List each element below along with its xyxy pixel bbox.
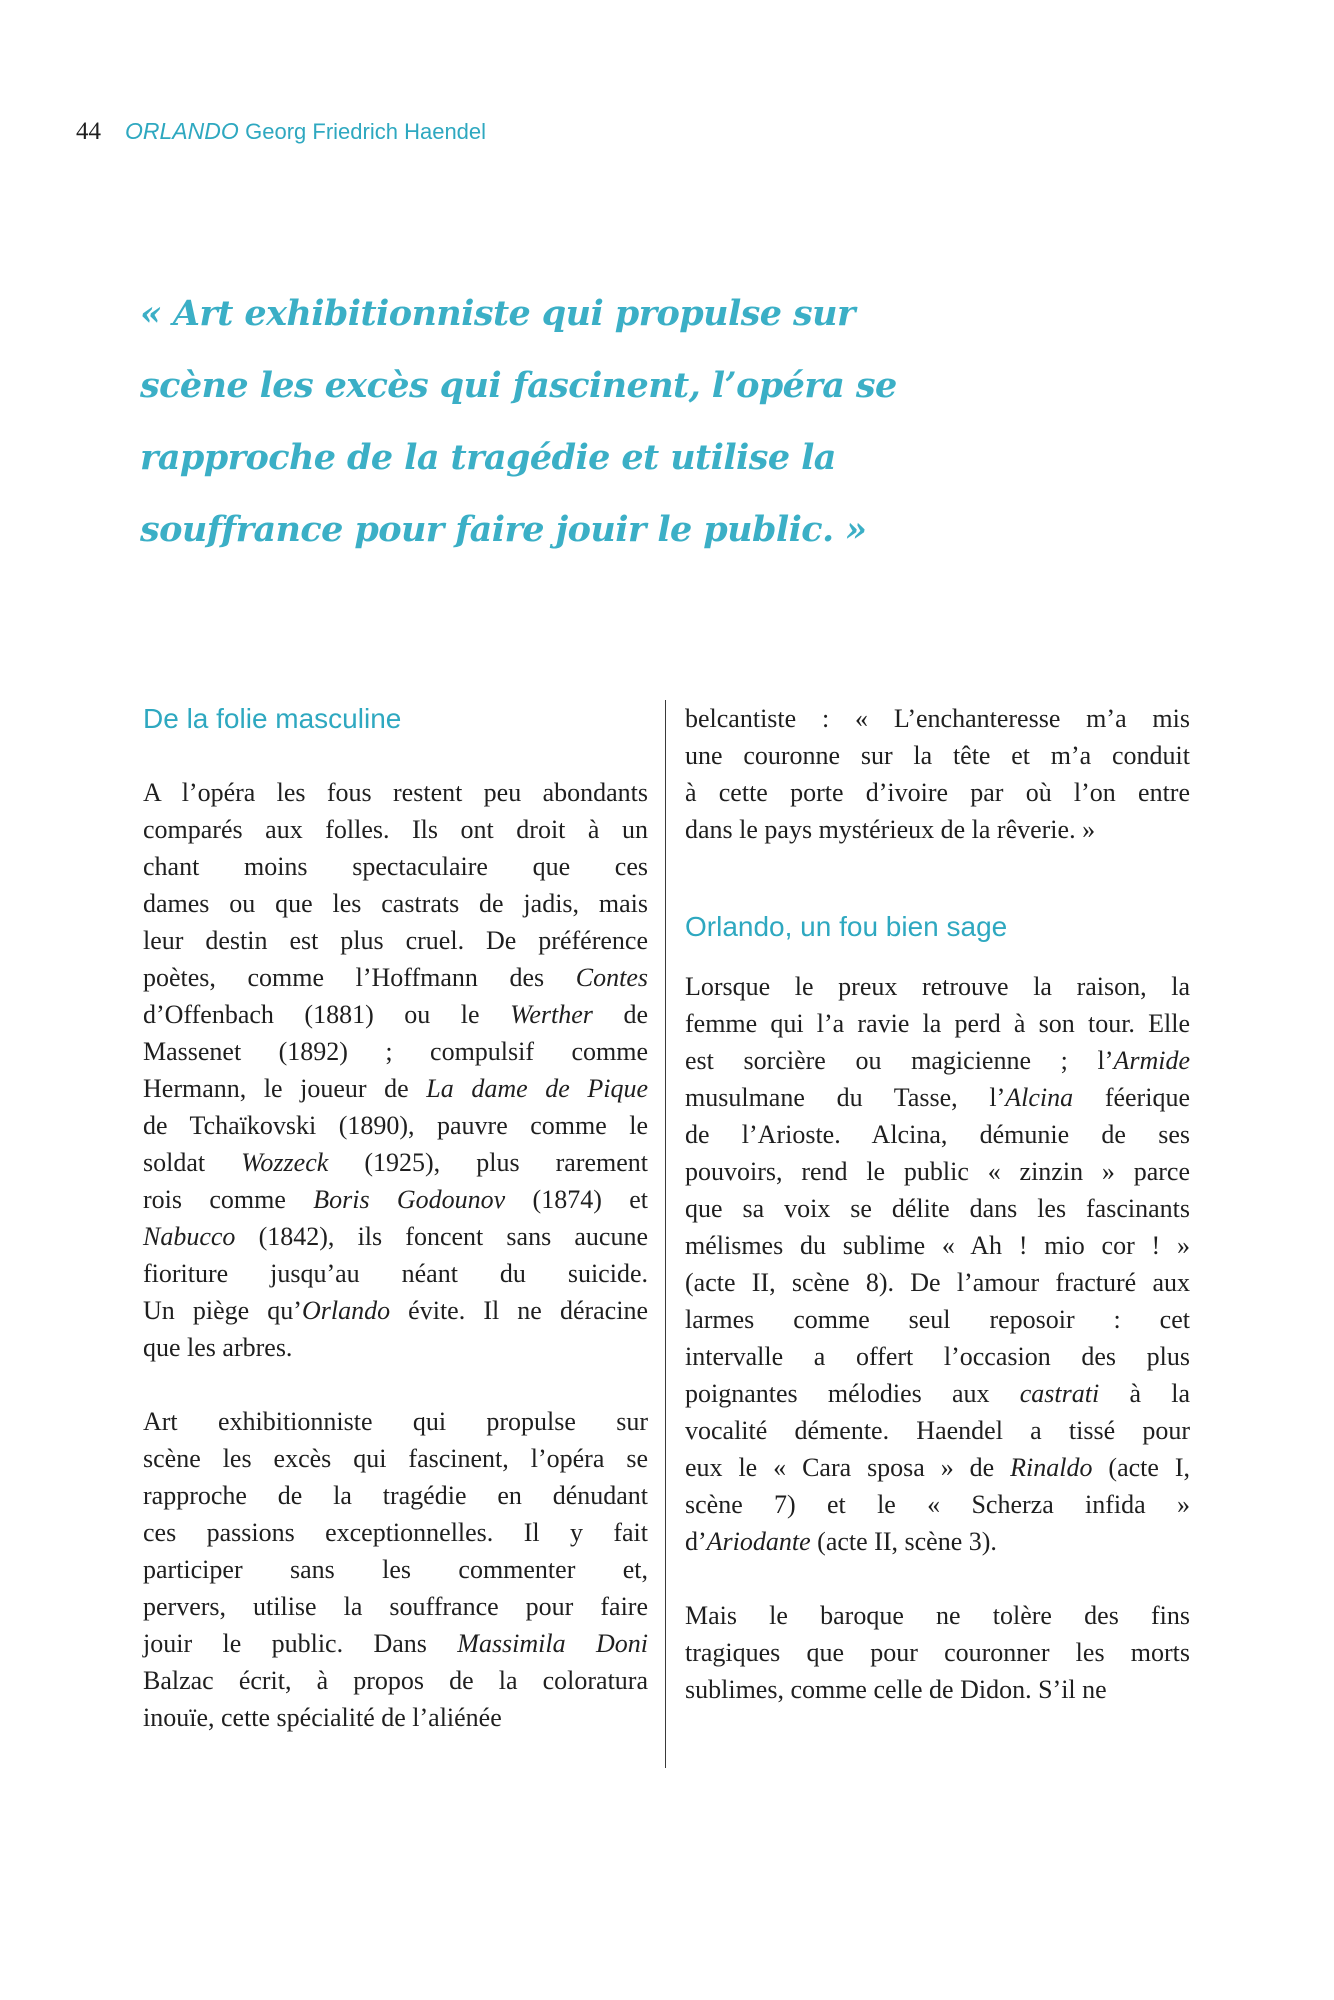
text-segment: d’Offenbach (1881) ou le (143, 1000, 511, 1029)
text-line: intervalle a offert l’occasion des plus (685, 1342, 1190, 1371)
text-line (685, 1523, 1190, 1560)
text-line: Art exhibitionniste qui propulse sur (143, 1407, 648, 1436)
text-line (143, 959, 648, 996)
text-line (143, 1292, 648, 1329)
text-segment: de (592, 1000, 648, 1029)
text-line: fioriture jusqu’au néant du suicide. (143, 1259, 648, 1288)
paragraph (685, 1597, 1190, 1708)
text-line (685, 1375, 1190, 1412)
spacer (685, 848, 1190, 885)
pull-quote-line: scène les excès qui fascinent, l’opéra se (140, 365, 897, 406)
text-segment: d’ (685, 1527, 707, 1556)
text-segment: (1842), ils foncent sans aucune (235, 1222, 648, 1251)
text-line: chant moins spectaculaire que ces (143, 852, 648, 881)
text-line: que les arbres. (143, 1333, 293, 1362)
text-line: pervers, utilise la souffrance pour faire (143, 1592, 648, 1621)
text-segment: évite. Il ne déracine (390, 1296, 648, 1325)
right-column (685, 700, 1190, 1708)
text-line: (acte II, scène 8). De l’amour fracturé aux (685, 1268, 1190, 1297)
running-head (76, 118, 486, 146)
italic-title: Armide (1113, 1046, 1190, 1075)
text-line: pouvoirs, rend le public « zinzin » parce (685, 1157, 1190, 1186)
text-line: Mais le baroque ne tolère des fins (685, 1601, 1190, 1630)
pull-quote-line: souffrance pour faire jouir le public. » (140, 509, 867, 550)
text-line: comparés aux folles. Ils ont droit à un (143, 815, 648, 844)
text-line: leur destin est plus cruel. De préférence (143, 926, 648, 955)
italic-title: Alcina (1005, 1083, 1074, 1112)
italic-title: Wozzeck (241, 1148, 329, 1177)
spacer (685, 1560, 1190, 1597)
italic-title: castrati (1019, 1379, 1100, 1408)
text-segment: à la (1099, 1379, 1190, 1408)
text-line (143, 1070, 648, 1107)
spacer (685, 945, 1190, 968)
italic-title: Contes (575, 963, 648, 992)
italic-title: Boris Godounov (313, 1185, 506, 1214)
text-segment: musulmane du Tasse, l’ (685, 1083, 1006, 1112)
text-line: sublimes, comme celle de Didon. S’il ne (685, 1675, 1107, 1704)
text-line (143, 1218, 648, 1255)
text-line: dans le pays mystérieux de la rêverie. » (685, 815, 1096, 844)
text-line: que sa voix se délite dans les fascinants (685, 1194, 1190, 1223)
text-line (143, 996, 648, 1033)
text-segment: jouir le public. Dans (143, 1629, 458, 1658)
italic-title: Massimila Doni (457, 1629, 648, 1658)
text-line: une couronne sur la tête et m’a conduit (685, 741, 1190, 770)
text-line: rapproche de la tragédie en dénudant (143, 1481, 648, 1510)
text-segment: (acte II, scène 3). (810, 1527, 997, 1556)
text-segment: Hermann, le joueur de (143, 1074, 427, 1103)
section-heading-folie-masculine: De la folie masculine (143, 703, 402, 734)
text-line: A l’opéra les fous restent peu abondants (143, 778, 648, 807)
italic-title: Rinaldo (1010, 1453, 1093, 1482)
text-line: larmes comme seul reposoir : cet (685, 1305, 1190, 1334)
text-line (143, 1144, 648, 1181)
text-segment: poètes, comme l’Hoffmann des (143, 963, 576, 992)
text-line (685, 1042, 1190, 1079)
text-segment: (1925), plus rarement (328, 1148, 648, 1177)
text-line: Massenet (1892) ; compulsif comme (143, 1037, 648, 1066)
text-segment: (acte I, (1092, 1453, 1191, 1482)
text-line (685, 1449, 1190, 1486)
text-line: inouïe, cette spécialité de l’aliénée (143, 1703, 502, 1732)
text-line: participer sans les commenter et, (143, 1555, 648, 1584)
text-line: de l’Arioste. Alcina, démunie de ses (685, 1120, 1190, 1149)
text-segment: est sorcière ou magicienne ; l’ (685, 1046, 1114, 1075)
spacer (685, 885, 1190, 908)
italic-title: Ariodante (706, 1527, 811, 1556)
text-line: femme qui l’a ravie la perd à son tour. Elle (685, 1009, 1190, 1038)
text-segment: rois comme (143, 1185, 314, 1214)
text-line: scène les excès qui fascinent, l’opéra se (143, 1444, 648, 1473)
paragraph (143, 1403, 648, 1736)
paragraph (685, 968, 1190, 1560)
pull-quote (140, 278, 1000, 566)
spacer (143, 737, 648, 774)
text-segment: soldat (143, 1148, 242, 1177)
paragraph (685, 700, 1190, 848)
text-line: Balzac écrit, à propos de la coloratura (143, 1666, 648, 1695)
text-line (685, 1079, 1190, 1116)
text-line: belcantiste : « L’enchanteresse m’a mis (685, 704, 1190, 733)
section-heading-orlando-fou-sage: Orlando, un fou bien sage (685, 911, 1008, 942)
text-line: ces passions exceptionnelles. Il y fait (143, 1518, 648, 1547)
spacer (143, 1366, 648, 1403)
page-number: 44 (76, 118, 101, 145)
text-segment: poignantes mélodies aux (685, 1379, 1020, 1408)
italic-title: Orlando (301, 1296, 391, 1325)
pull-quote-line: « Art exhibitionniste qui propulse sur (140, 293, 855, 334)
text-line: scène 7) et le « Scherza infida » (685, 1490, 1190, 1519)
italic-title: La dame de Pique (426, 1074, 648, 1103)
italic-title: Werther (510, 1000, 593, 1029)
text-line (143, 1625, 648, 1662)
paragraph (143, 774, 648, 1366)
text-line: Lorsque le preux retrouve la raison, la (685, 972, 1190, 1001)
text-line: dames ou que les castrats de jadis, mais (143, 889, 648, 918)
text-line: à cette porte d’ivoire par où l’on entre (685, 778, 1190, 807)
text-line (143, 1181, 648, 1218)
left-column (143, 700, 648, 1736)
work-title: ORLANDO (125, 118, 239, 144)
column-divider (665, 700, 666, 1768)
composer-name: Georg Friedrich Haendel (245, 119, 487, 144)
text-segment: eux le « Cara sposa » de (685, 1453, 1011, 1482)
text-segment: féerique (1073, 1083, 1190, 1112)
text-segment: Un piège qu’ (143, 1296, 302, 1325)
italic-title: Nabucco (143, 1222, 236, 1251)
text-line: de Tchaïkovski (1890), pauvre comme le (143, 1111, 648, 1140)
pull-quote-line: rapproche de la tragédie et utilise la (140, 437, 836, 478)
text-segment: (1874) et (505, 1185, 648, 1214)
text-line: tragiques que pour couronner les morts (685, 1638, 1190, 1667)
text-line: vocalité démente. Haendel a tissé pour (685, 1416, 1190, 1445)
text-line: mélismes du sublime « Ah ! mio cor ! » (685, 1231, 1190, 1260)
